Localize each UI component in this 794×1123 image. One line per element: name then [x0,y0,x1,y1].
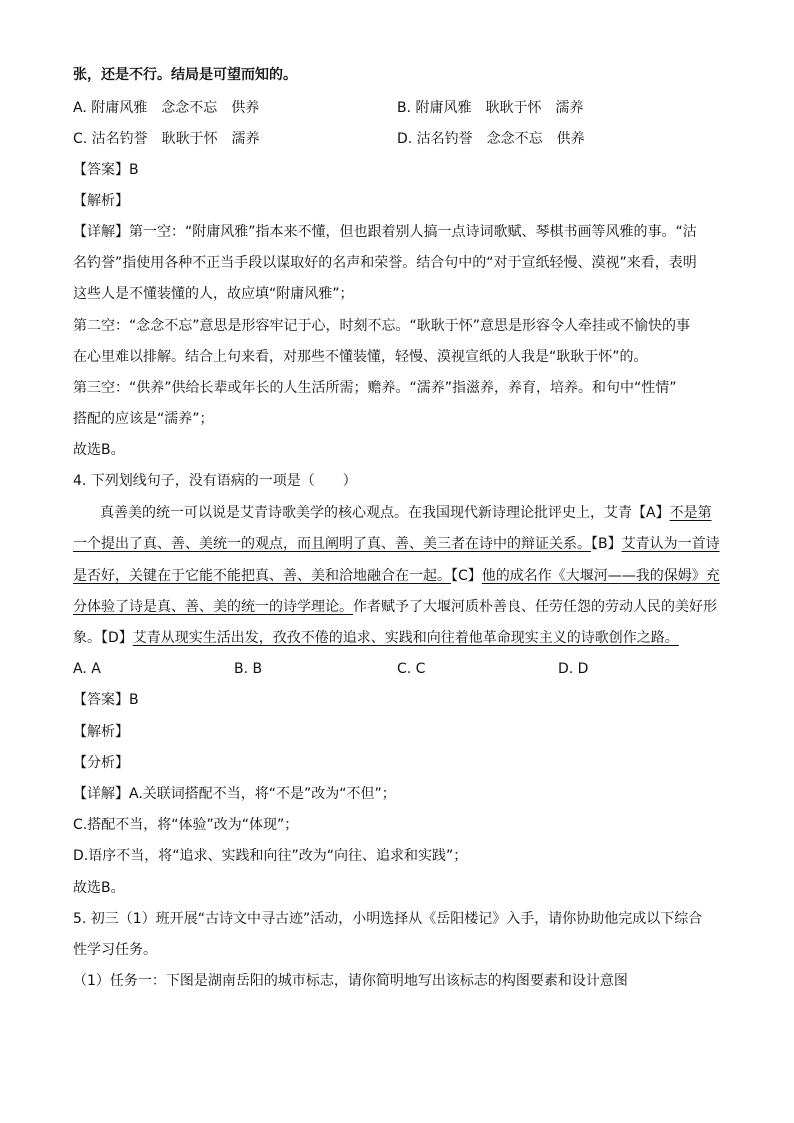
underlined-sentence-d: 艾青从现实生活出发，孜孜不倦的追求、实践和向往着他革命现实主义的诗歌创作之路。 [132,630,679,646]
underlined-sentence-c: 他的成名作《大堰河——我的保姆》充 [481,568,720,584]
q4-fenxi-label: 【分析】 [73,755,129,771]
q3-detail-line: 【详解】第一空：“附庸风雅”指本来不懂，但也跟着别人搞一点诗词歌赋、琴棋书画等风雅的事。“沽 [73,224,697,240]
q3-detail-line: 第三空：“供养”供给长辈或年长的人生活所需；赡养。“濡养”指滋养，养育，培养。和句中“性情” [73,380,677,396]
q4-passage-line [73,597,717,617]
q4-passage-line [73,534,720,554]
underlined-sentence-b: 是否好，关键在于它能不能把真、善、美和洽地融合在一起。 [73,568,451,584]
q3-detail-line: 这些人是不懂装懂的人，故应填“附庸风雅”； [73,286,354,302]
q4-detail-line: D.语序不当，将“追求、实践和向往”改为“向往、追求和实践”； [73,848,468,864]
q5-task1: （1）任务一：下图是湖南岳阳的城市标志，请你简明地写出该标志的构图要素和设计意图 [73,973,628,989]
q4-detail-line: 【详解】A.关联词搭配不当，将“不是”改为“不但”； [73,786,396,802]
q5-stem: 性学习任务。 [73,942,157,958]
passage-text: 象。【D】 [73,630,133,646]
q4-analysis-label: 【解析】 [73,724,129,740]
q3-detail-line: 搭配的应该是“濡养”； [73,411,214,427]
q3-detail-line: 第二空：“念念不忘”意思是形容牢记于心，时刻不忘。“耿耿于怀”意思是形容令人牵挂或不愉快的事 [73,318,691,334]
q4-detail-line: C.搭配不当，将“体验”改为“体现”； [73,817,299,833]
q4-option-d: D. D [558,661,589,677]
q3-detail-line: 在心里难以排解。结合上句来看，对那些不懂装懂，轻慢、漠视宣纸的人我是“耿耿于怀”的。 [73,349,648,365]
passage-text: 真善美的统一可以说是艾青诗歌美学的核心观点。在我国现代新诗理论批评史上，艾青【A】 [100,505,670,521]
q4-stem: 4. 下列划线句子，没有语病的一项是（ ） [73,473,357,489]
underlined-sentence-a: 一个提出了真、善、美统一的观点，而且阐明了真、善、美三者在诗中的辩证关系。 [73,536,591,552]
q5-stem: 5. 初三（1）班开展“古诗文中寻古迹”活动，小明选择从《岳阳楼记》入手，请你协助他完成以下综合 [73,911,703,927]
top-line: 张，还是不行。结局是可望而知的。 [73,67,297,83]
q3-option-d: D. 沽名钓誉 念念不忘 供养 [397,131,585,147]
underlined-sentence-b: 艾青认为一首诗 [621,536,720,552]
q4-option-a: A. A [73,661,101,677]
q3-detail-line: 名钓誉”指使用各种不正当手段以谋取好的名声和荣誉。结合句中的“对于宣纸轻慢、漠视”来看，表明 [73,255,697,271]
underlined-sentence-c: 分体验了诗是真、善、美的统一的诗学理论。 [73,599,353,615]
q3-answer: 【答案】B [73,162,139,178]
q4-option-c: C. C [397,661,426,677]
q3-detail-line: 故选B。 [73,442,125,458]
q3-option-a: A. 附庸风雅 念念不忘 供养 [73,100,260,116]
q4-passage-line [100,503,712,523]
passage-marker: 【C】 [451,568,482,584]
q4-passage-line [73,628,679,648]
q3-option-c: C. 沽名钓誉 耿耿于怀 濡养 [73,131,260,147]
passage-marker: 【B】 [591,536,622,552]
q4-answer: 【答案】B [73,692,139,708]
q4-detail-line: 故选B。 [73,880,125,896]
underlined-sentence-a: 不是第 [669,505,712,521]
q3-analysis-label: 【解析】 [73,193,129,209]
q4-passage-line [73,566,720,586]
q3-option-b: B. 附庸风雅 耿耿于怀 濡养 [397,100,584,116]
passage-text: 作者赋予了大堰河质朴善良、任劳任怨的劳动人民的美好形 [353,599,717,615]
q4-option-b: B. B [234,661,263,677]
